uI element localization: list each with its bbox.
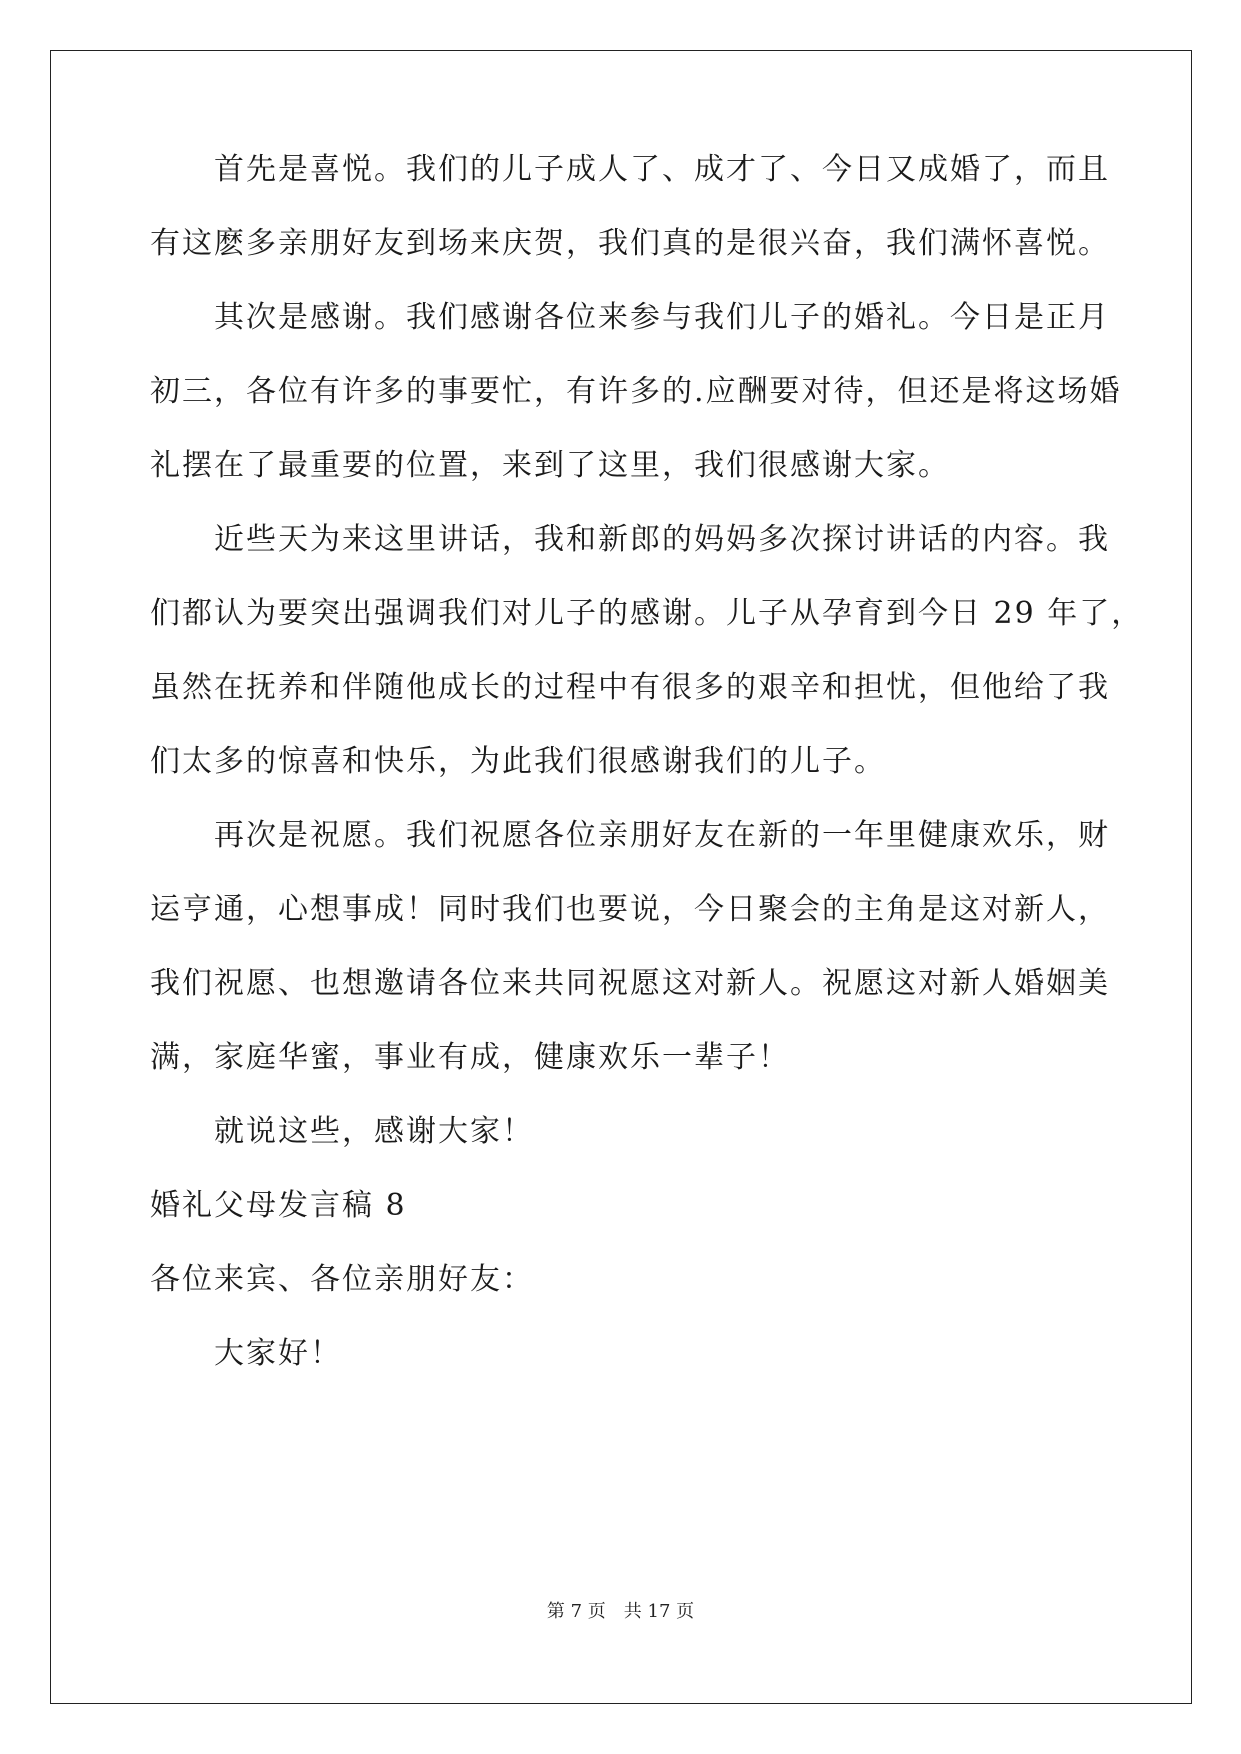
- text-line: 礼摆在了最重要的位置，来到了这里，我们很感谢大家。: [150, 448, 950, 483]
- text-line: 虽然在抚养和伴随他成长的过程中有很多的艰辛和担忧，但他给了我: [150, 670, 1110, 705]
- text-line: 初三，各位有许多的事要忙，有许多的.应酬要对待，但还是将这场婚: [150, 374, 1122, 409]
- page-number: 第 7 页 共 17 页: [546, 1601, 695, 1622]
- greeting: 大家好！: [214, 1336, 342, 1371]
- text-line: 首先是喜悦。我们的儿子成人了、成才了、今日又成婚了，而且: [214, 152, 1110, 187]
- text-line: 们都认为要突出强调我们对儿子的感谢。儿子从孕育到今日 29 年了，: [150, 596, 1144, 631]
- text-line: 近些天为来这里讲话，我和新郎的妈妈多次探讨讲话的内容。我: [214, 522, 1110, 557]
- text-line: 就说这些，感谢大家！: [214, 1114, 534, 1149]
- salutation: 各位来宾、各位亲朋好友：: [150, 1262, 534, 1297]
- text-line: 我们祝愿、也想邀请各位来共同祝愿这对新人。祝愿这对新人婚姻美: [150, 966, 1110, 1001]
- text-line: 有这麽多亲朋好友到场来庆贺，我们真的是很兴奋，我们满怀喜悦。: [150, 226, 1110, 261]
- text-line: 再次是祝愿。我们祝愿各位亲朋好友在新的一年里健康欢乐，财: [214, 818, 1110, 853]
- text-line: 满，家庭华蜜，事业有成，健康欢乐一辈子！: [150, 1040, 790, 1075]
- section-heading: 婚礼父母发言稿 8: [150, 1188, 407, 1223]
- text-line: 运亨通，心想事成！同时我们也要说，今日聚会的主角是这对新人，: [150, 892, 1110, 927]
- text-line: 们太多的惊喜和快乐，为此我们很感谢我们的儿子。: [150, 744, 886, 779]
- text-line: 其次是感谢。我们感谢各位来参与我们儿子的婚礼。今日是正月: [214, 300, 1110, 335]
